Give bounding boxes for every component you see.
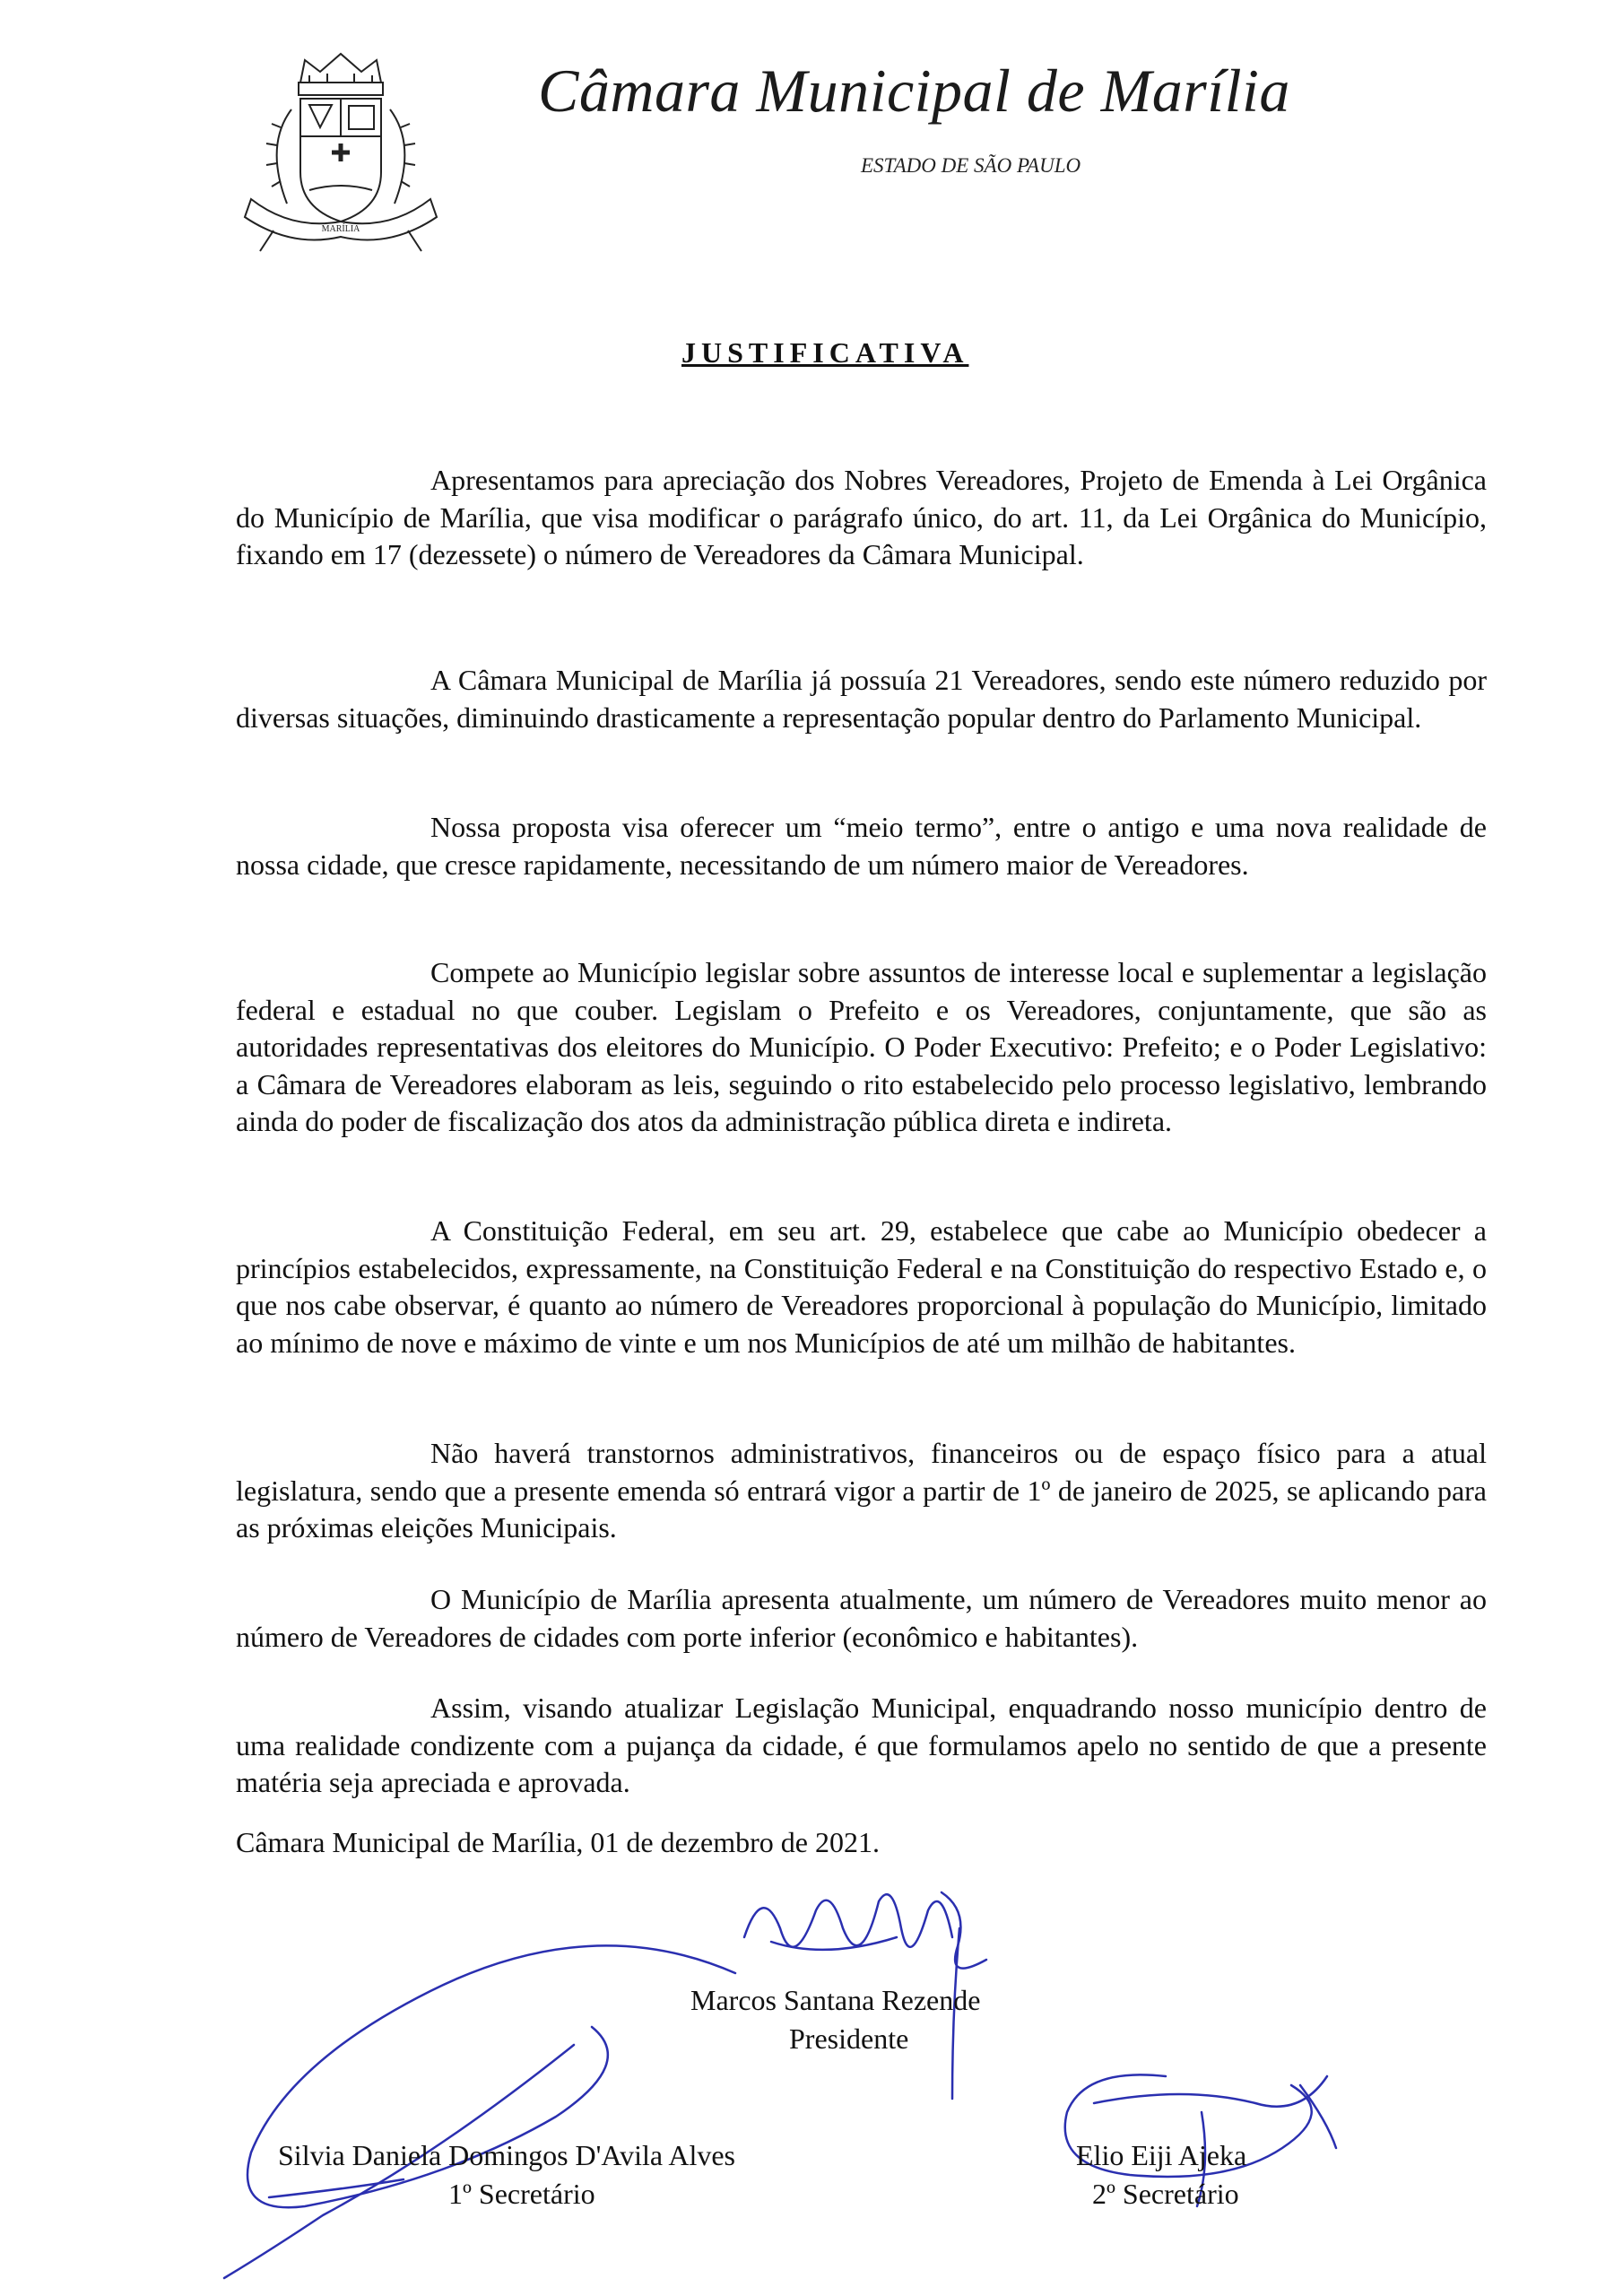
secretary1-role: 1º Secretário: [448, 2178, 595, 2210]
paragraph-8: Assim, visando atualizar Legislação Municipal, enquadrando nosso município dentro de uma realidade condizente com a pujança da cidade, é que formulamos apelo no sentido de que a presente matéria seja apreciada e aprovada.: [236, 1692, 1487, 1798]
paragraph-4: Compete ao Município legislar sobre assuntos de interesse local e suplementar a legislação federal e estadual no que couber. Legislam o Prefeito e os Vereadores, conjuntamente, que são as autoridades representativas dos eleitores do Município. O Poder Executivo: Prefeito; e o Poder Legislativo: a Câmara de Vereadores elaboram as leis, seguindo o rito estabelecido pelo processo legislativo, lembrando ainda do poder de fiscalização dos atos da administração pública direta e indireta.: [236, 956, 1487, 1137]
paragraph-2: A Câmara Municipal de Marília já possuía 21 Vereadores, sendo este número reduzido por diversas situações, diminuindo drasticamente a representação popular dentro do Parlamento Municipal.: [236, 664, 1487, 734]
secretary1-name: Silvia Daniela Domingos D'Avila Alves: [278, 2139, 735, 2171]
paragraph-3: Nossa proposta visa oferecer um “meio termo”, entre o antigo e uma nova realidade de nossa cidade, que cresce rapidamente, necessitando de um número maior de Vereadores.: [236, 811, 1487, 881]
secretary2-role: 2º Secretário: [1092, 2178, 1239, 2210]
paragraph-6: Não haverá transtornos administrativos, financeiros ou de espaço físico para a atual legislatura, sendo que a presente emenda só entrará vigor a partir de 1º de janeiro de 2025, se aplicando para as próximas eleições Municipais.: [236, 1437, 1487, 1544]
paragraph-5: A Constituição Federal, em seu art. 29, estabelece que cabe ao Município obedecer a princípios estabelecidos, expressamente, na Constituição Federal e na Constituição do respectivo Estado e, o que nos cabe observar, é quanto ao número de Vereadores proporcional à população do Município, limitado ao mínimo de nove e máximo de vinte e um nos Municípios de até um milhão de habitantes.: [236, 1214, 1487, 1359]
secretary2-name: Elio Eiji Ajeka: [1076, 2139, 1247, 2171]
coat-of-arms-icon: [238, 47, 444, 253]
svg-text:MARÍLIA: MARÍLIA: [321, 224, 360, 234]
institution-title: Câmara Municipal de Marília: [538, 57, 1290, 125]
state-subtitle: ESTADO DE SÃO PAULO: [861, 154, 1081, 177]
document-title: JUSTIFICATIVA: [681, 336, 969, 369]
closing-date-line: Câmara Municipal de Marília, 01 de dezembro de 2021.: [236, 1826, 880, 1858]
paragraph-7: O Município de Marília apresenta atualmente, um número de Vereadores muito menor ao número de Vereadores de cidades com porte inferior (econômico e habitantes).: [236, 1583, 1487, 1653]
paragraph-1: Apresentamos para apreciação dos Nobres Vereadores, Projeto de Emenda à Lei Orgânica do Município de Marília, que visa modificar o parágrafo único, do art. 11, da Lei Orgânica do Município, fixando em 17 (dezessete) o número de Vereadores da Câmara Municipal.: [236, 464, 1487, 570]
president-name: Marcos Santana Rezende: [690, 1984, 981, 2016]
president-role: Presidente: [789, 2022, 909, 2055]
secretary1-signature: [215, 1919, 771, 2287]
